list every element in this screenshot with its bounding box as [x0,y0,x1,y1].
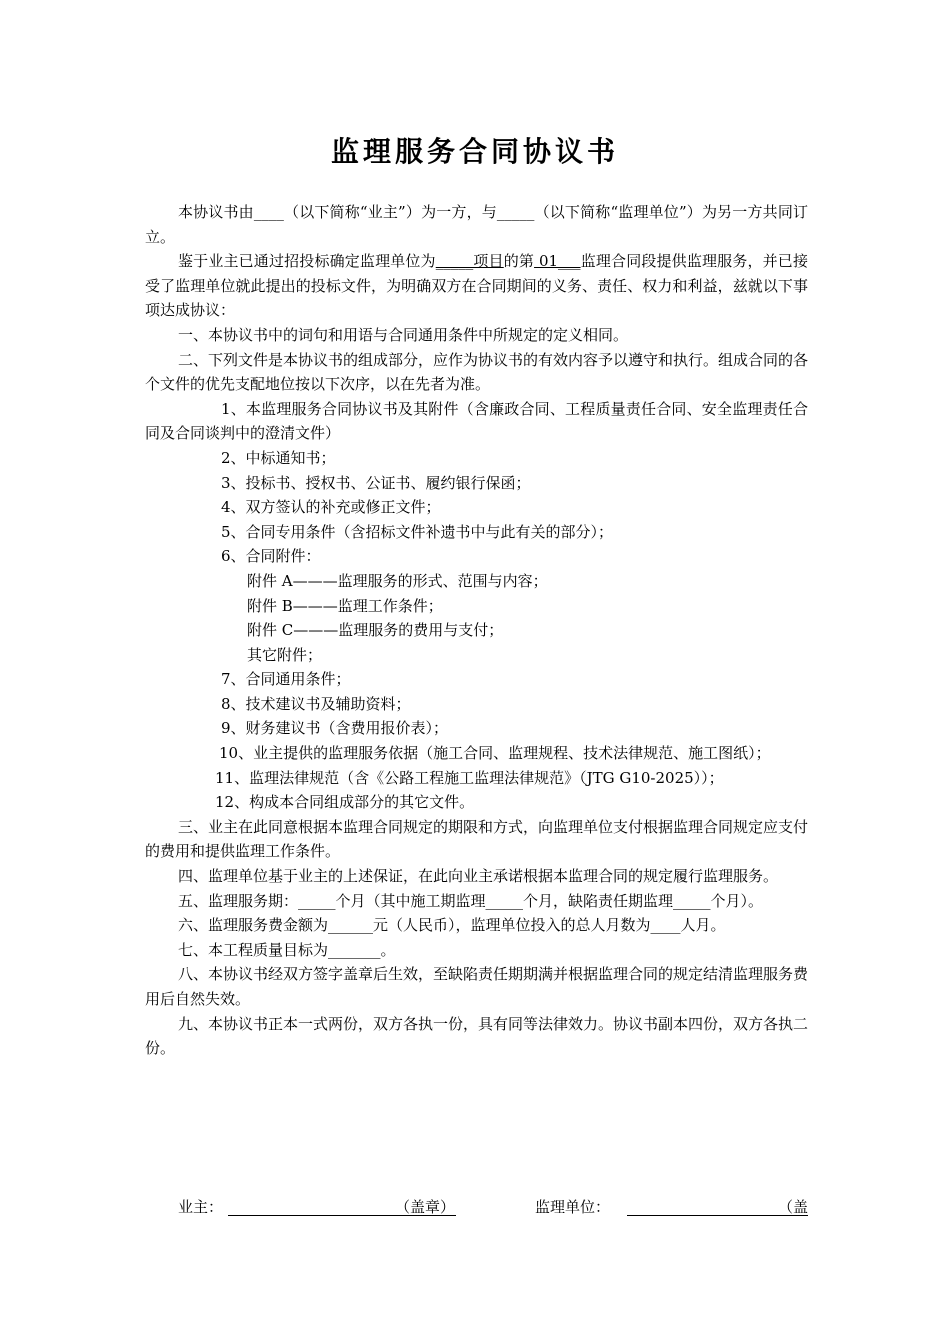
list-item-12: 12、构成本合同组成部分的其它文件。 [215,793,475,812]
list-item-3: 3、投标书、授权书、公证书、履约银行保函； [221,473,531,492]
list-item-10: 10、业主提供的监理服务依据（施工合同、监理规程、技术法律规范、施工图纸）； [219,744,771,763]
recital-text-3: 监理合同段提供监理服务，并已接受了监理单位就此提出的投标文件，为明确双方在合同期间的义务、责任、权力和利益，兹就以下事项达成协议： [145,252,808,320]
signature-block [145,1196,808,1222]
paragraph-parties: 本协议书由____（以下简称“业主”）为一方，与_____（以下简称“监理单位”）为另一方共同订立。 [145,203,808,246]
recital-text-1: 鉴于业主已通过招投标确定监理单位为 [178,252,436,271]
list-item-8: 8、技术建议书及辅助资料； [221,694,411,713]
annex-a: 附件 A———监理服务的形式、范围与内容； [247,571,548,590]
list-item-11: 11、监理法律规范（含《公路工程施工监理法律规范》（JTG G10-2025））； [215,768,724,787]
list-item-9: 9、财务建议书（含费用报价表）； [221,719,449,738]
annex-c: 附件 C———监理服务的费用与支付； [247,621,504,640]
clause-6: 六、监理服务费金额为______元（人民币），监理单位投入的总人月数为____人月。 [178,916,726,935]
clause-3: 三、业主在此同意根据本监理合同规定的期限和方式，向监理单位支付根据监理合同规定应支付的费用和提供监理工作条件。 [145,817,809,861]
recital-text-2: 的第 [503,252,535,271]
list-item-5: 5、合同专用条件（含招标文件补遗书中与此有关的部分）； [221,522,614,541]
owner-seal: （盖章） [395,1198,456,1216]
clause-9: 九、本协议书正本一式两份，双方各执一份，具有同等法律效力。协议书副本四份，双方各执二份。 [145,1014,809,1058]
owner-label: 业主： [178,1198,224,1216]
clause-1: 一、本协议书中的词句和用语与合同通用条件中所规定的定义相同。 [178,325,629,344]
supervisor-seal: （盖 [778,1198,809,1216]
annex-other: 其它附件； [247,645,323,664]
document-title: 监理服务合同协议书 [330,135,619,168]
list-item-2: 2、中标通知书； [221,448,336,467]
list-item-6: 6、合同附件： [221,547,321,566]
clause-7: 七、本工程质量目标为_______。 [178,940,396,959]
list-item-1: 1、本监理服务合同协议书及其附件（含廉政合同、工程质量责任合同、安全监理责任合同及合同谈判中的澄清文件） [145,399,808,443]
section-number-field: 01___ [534,252,581,271]
supervisor-label: 监理单位： [535,1198,611,1216]
clause-8: 八、本协议书经双方签字盖章后生效，至缺陷责任期期满并根据监理合同的规定结清监理服务费用后自然失效。 [145,965,809,1008]
project-name-field: _____项目 [435,252,504,271]
list-item-7: 7、合同通用条件； [221,670,351,689]
clause-2: 二、下列文件是本协议书的组成部分，应作为协议书的有效内容予以遵守和执行。组成合同的各个文件的优先支配地位按以下次序，以在先者为准。 [145,350,809,394]
annex-b: 附件 B———监理工作条件； [247,596,443,615]
clause-5: 五、监理服务期：_____个月（其中施工期监理_____个月，缺陷责任期监理_____个月）。 [178,891,764,910]
document-body [145,200,808,1061]
clause-4: 四、监理单位基于业主的上述保证，在此向业主承诺根据本监理合同的规定履行监理服务。 [178,867,779,886]
paragraph-recital [145,249,808,323]
list-item-4: 4、双方签认的补充或修正文件； [221,498,441,517]
